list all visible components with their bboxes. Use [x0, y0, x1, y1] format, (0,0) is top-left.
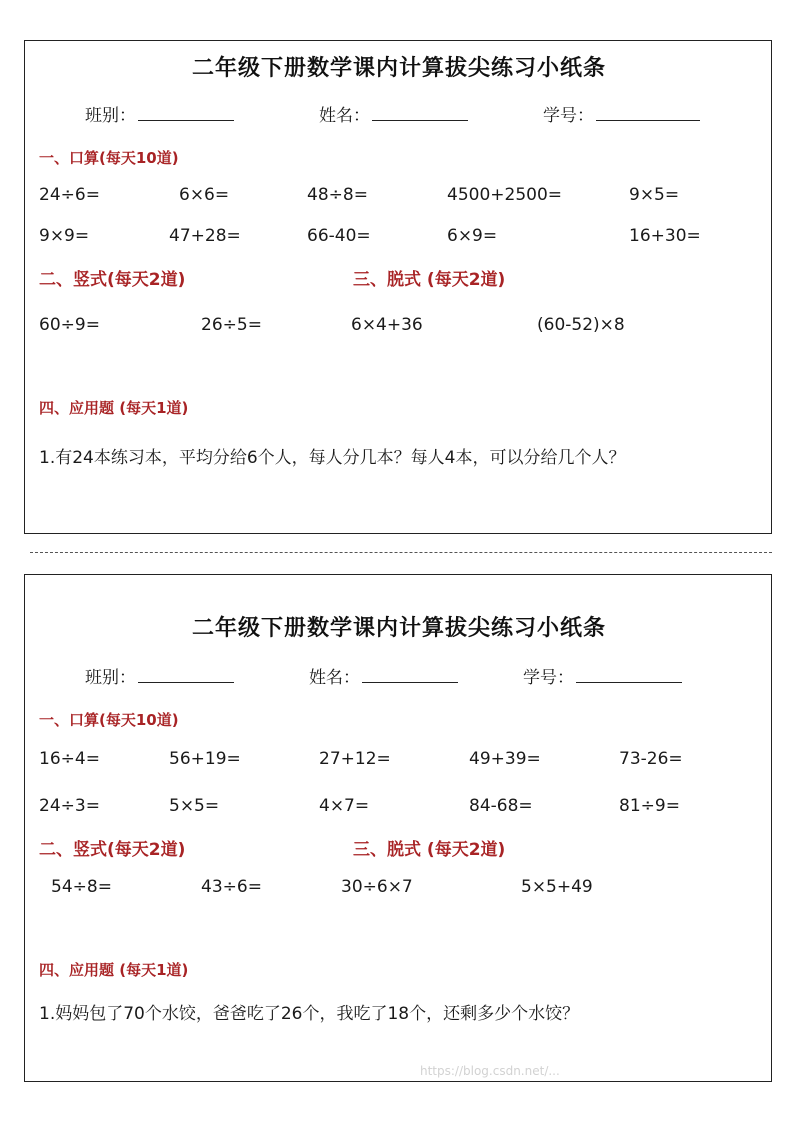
oral-question: 47+28=: [169, 226, 241, 246]
oral-question: 16÷4=: [39, 749, 100, 769]
cut-line: [30, 552, 772, 553]
class-label: 班别：: [85, 106, 136, 126]
name-label: 姓名：: [309, 668, 360, 688]
watermark: https://blog.csdn.net/...: [420, 1064, 560, 1078]
sheet-title: 二年级下册数学课内计算拔尖练习小纸条: [191, 56, 606, 81]
section-oral-title: 一、口算(每天10道): [39, 711, 179, 729]
class-blank[interactable]: [138, 106, 234, 121]
oral-question: 6×6=: [179, 185, 230, 205]
section-oral-title: 一、口算(每天10道): [39, 149, 179, 167]
vertical-question: 60÷9=: [39, 315, 100, 335]
oral-question: 5×5=: [169, 796, 220, 816]
oral-question: 73-26=: [619, 749, 683, 769]
student-id-blank[interactable]: [596, 106, 700, 121]
class-field: [85, 663, 234, 688]
vertical-question: 26÷5=: [201, 315, 262, 335]
section-word-problem-title: 四、应用题 (每天1道): [39, 961, 189, 979]
vertical-question: 43÷6=: [201, 877, 262, 897]
stepwise-question: 30÷6×7: [341, 877, 413, 897]
practice-sheet-1: [24, 40, 772, 534]
oral-question: 56+19=: [169, 749, 241, 769]
oral-question: 49+39=: [469, 749, 541, 769]
vertical-question: 54÷8=: [51, 877, 112, 897]
oral-question: 24÷6=: [39, 185, 100, 205]
practice-sheet-2: [24, 574, 772, 1082]
name-blank[interactable]: [362, 668, 458, 683]
oral-question: 84-68=: [469, 796, 533, 816]
oral-question: 81÷9=: [619, 796, 680, 816]
name-label: 姓名：: [319, 106, 370, 126]
oral-question: 16+30=: [629, 226, 701, 246]
word-problem: 1.有24本练习本，平均分给6个人，每人分几本？每人4本，可以分给几个人？: [39, 448, 626, 468]
class-label: 班别：: [85, 668, 136, 688]
name-field: [319, 101, 468, 126]
student-id-blank[interactable]: [576, 668, 682, 683]
oral-question: 48÷8=: [307, 185, 368, 205]
section-vertical-title: 二、竖式(每天2道): [39, 840, 186, 860]
oral-question: 24÷3=: [39, 796, 100, 816]
oral-question: 4×7=: [319, 796, 370, 816]
section-word-problem-title: 四、应用题 (每天1道): [39, 399, 189, 417]
sheet-title: 二年级下册数学课内计算拔尖练习小纸条: [191, 616, 606, 641]
class-field: [85, 101, 234, 126]
stepwise-question: 5×5+49: [521, 877, 593, 897]
class-blank[interactable]: [138, 668, 234, 683]
word-problem: 1.妈妈包了70个水饺，爸爸吃了26个，我吃了18个，还剩多少个水饺？: [39, 1004, 580, 1024]
section-vertical-title: 二、竖式(每天2道): [39, 270, 186, 290]
student-id-label: 学号：: [523, 668, 574, 688]
section-stepwise-title: 三、脱式 (每天2道): [353, 840, 506, 860]
section-stepwise-title: 三、脱式 (每天2道): [353, 270, 506, 290]
oral-question: 27+12=: [319, 749, 391, 769]
student-id-field: [523, 663, 682, 688]
oral-question: 9×9=: [39, 226, 90, 246]
oral-question: 66-40=: [307, 226, 371, 246]
oral-question: 9×5=: [629, 185, 680, 205]
oral-question: 6×9=: [447, 226, 498, 246]
name-blank[interactable]: [372, 106, 468, 121]
oral-question: 4500+2500=: [447, 185, 563, 205]
name-field: [309, 663, 458, 688]
stepwise-question: (60-52)×8: [537, 315, 625, 335]
student-id-field: [543, 101, 700, 126]
student-id-label: 学号：: [543, 106, 594, 126]
stepwise-question: 6×4+36: [351, 315, 423, 335]
